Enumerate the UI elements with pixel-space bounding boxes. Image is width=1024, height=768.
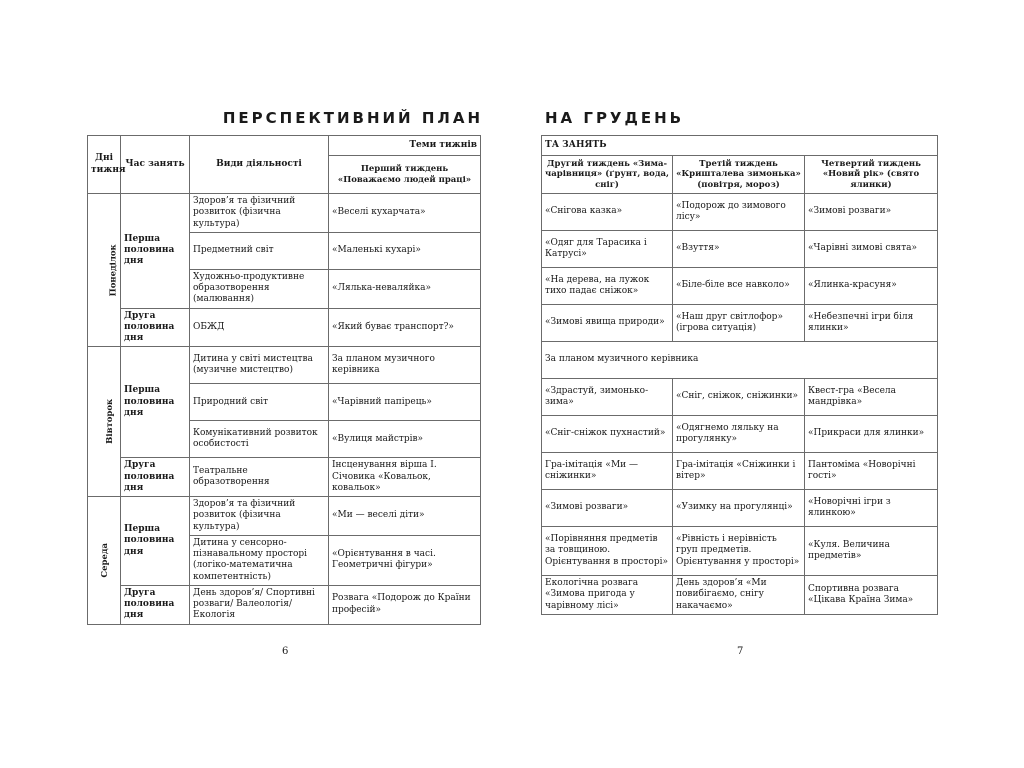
week1-cell: За планом музичного керівника xyxy=(329,347,481,384)
plan-table-left xyxy=(87,135,481,625)
activity-cell: День здоров’я/ Спортивні розваги/ Валеологія/ Екологія xyxy=(190,585,329,624)
page-title-right: НА ГРУДЕНЬ xyxy=(545,109,685,127)
week4-cell: «Новорічні ігри з ялинкою» xyxy=(805,490,938,527)
week4-cell: «Чарівні зимові свята» xyxy=(805,231,938,268)
week1-cell: «Ми — веселі діти» xyxy=(329,497,481,536)
week3-cell: День здоров’я «Ми повибігаємо, снігу накачаємо» xyxy=(673,576,805,615)
week3-cell: «Подорож до зимового лісу» xyxy=(673,194,805,231)
header-time: Час занять xyxy=(121,136,190,194)
header-week-4: Четвертий тиждень «Новий рік» (свято ялинки) xyxy=(805,156,938,194)
day-tuesday xyxy=(88,347,121,497)
week4-cell: Пантоміма «Новорічні гості» xyxy=(805,453,938,490)
plan-table-right xyxy=(541,135,938,615)
week2-cell: «Одяг для Тарасика і Катрусі» xyxy=(542,231,673,268)
week3-cell: «Рівність і нерівність груп предметів. Орієнтування у просторі» xyxy=(673,527,805,576)
activity-cell: Дитина у сенсорно-пізнавальному просторі (логіко-математична компетентність) xyxy=(190,535,329,585)
week3-cell: «Одягнемо ляльку на прогулянку» xyxy=(673,416,805,453)
week2-cell: «Порівняння предметів за товщиною. Орієнтування в просторі» xyxy=(542,527,673,576)
week3-cell: «Наш друг світлофор» (ігрова ситуація) xyxy=(673,305,805,342)
week1-cell: «Чарівний папірець» xyxy=(329,384,481,421)
week2-cell: Екологічна розвага «Зимова пригода у чарівному лісі» xyxy=(542,576,673,615)
activity-cell: Театральне образотворення xyxy=(190,458,329,497)
day-label: Понеділок xyxy=(108,243,119,296)
page-title-left: ПЕРСПЕКТИВНИЙ ПЛАН xyxy=(222,109,483,127)
activity-cell: ОБЖД xyxy=(190,308,329,347)
week2-cell: «Зимові явища природи» xyxy=(542,305,673,342)
half-second: Друга половина дня xyxy=(121,308,190,347)
activity-cell: Здоров’я та фізичний розвиток (фізична культура) xyxy=(190,194,329,233)
week1-cell: Розвага «Подорож до Країни професій» xyxy=(329,585,481,624)
week1-cell: Інсценування вірша І. Січовика «Ковальок, ковальок» xyxy=(329,458,481,497)
day-label: Вівторок xyxy=(105,398,116,444)
week4-cell: «Небезпечні ігри біля ялинки» xyxy=(805,305,938,342)
half-second: Друга половина дня xyxy=(121,458,190,497)
header-week-1: Перший тиждень «Поважаємо людей праці» xyxy=(329,156,481,194)
week2-cell: «На дерева, на лужок тихо падає сніжок» xyxy=(542,268,673,305)
week3-cell: «Біле-біле все навколо» xyxy=(673,268,805,305)
week2-cell: «Зимові розваги» xyxy=(542,490,673,527)
page-number-right: 7 xyxy=(737,646,744,657)
week3-cell: Гра-імітація «Сніжинки і вітер» xyxy=(673,453,805,490)
half-first: Перша половина дня xyxy=(121,194,190,309)
day-label: Середа xyxy=(100,542,111,578)
half-first: Перша половина дня xyxy=(121,347,190,458)
half-second: Друга половина дня xyxy=(121,585,190,624)
day-monday xyxy=(88,194,121,347)
week1-cell: «Орієнтування в часі. Геометричні фігури» xyxy=(329,535,481,585)
week2-cell: «Здрастуй, зимонько-зима» xyxy=(542,379,673,416)
header-activity: Види діяльності xyxy=(190,136,329,194)
week1-cell: «Веселі кухарчата» xyxy=(329,194,481,233)
header-week-3: Третій тиждень «Кришталева зимонька» (повітря, мороз) xyxy=(673,156,805,194)
activity-cell: Здоров’я та фізичний розвиток (фізична культура) xyxy=(190,497,329,536)
week1-cell: «Лялька-неваляйка» xyxy=(329,269,481,308)
week2-cell: «Снігова казка» xyxy=(542,194,673,231)
week2-cell: Гра-імітація «Ми — сніжинки» xyxy=(542,453,673,490)
week3-cell: «Взуття» xyxy=(673,231,805,268)
week4-cell: «Прикраси для ялинки» xyxy=(805,416,938,453)
week1-cell: «Маленькі кухарі» xyxy=(329,232,481,269)
day-wednesday xyxy=(88,497,121,625)
week4-cell: «Зимові розваги» xyxy=(805,194,938,231)
week4-cell: Квест-гра «Весела мандрівка» xyxy=(805,379,938,416)
week4-cell: Спортивна розвага «Цікава Країна Зима» xyxy=(805,576,938,615)
activity-cell: Дитина у світі мистецтва (музичне мистецтво) xyxy=(190,347,329,384)
header-subtitle: ТА ЗАНЯТЬ xyxy=(542,136,938,156)
week3-cell: «Узимку на прогулянці» xyxy=(673,490,805,527)
page-number-left: 6 xyxy=(282,646,289,657)
week1-cell: «Вулиця майстрів» xyxy=(329,421,481,458)
header-day: Дні тижня xyxy=(88,136,121,194)
week4-cell: «Куля. Величина предметів» xyxy=(805,527,938,576)
header-themes: Теми тижнів xyxy=(329,136,481,156)
activity-cell: Художньо-продуктивне образотворення (малювання) xyxy=(190,269,329,308)
half-first: Перша половина дня xyxy=(121,497,190,586)
activity-cell: Комунікативний розвиток особистості xyxy=(190,421,329,458)
activity-cell: Природний світ xyxy=(190,384,329,421)
week1-cell: «Який буває транспорт?» xyxy=(329,308,481,347)
week3-cell: «Сніг, сніжок, сніжинки» xyxy=(673,379,805,416)
music-plan-cell: За планом музичного керівника xyxy=(542,342,938,379)
header-week-2: Другий тиждень «Зима-чарівниця» (ґрунт, вода, сніг) xyxy=(542,156,673,194)
activity-cell: Предметний світ xyxy=(190,232,329,269)
week2-cell: «Сніг-сніжок пухнастий» xyxy=(542,416,673,453)
week4-cell: «Ялинка-красуня» xyxy=(805,268,938,305)
